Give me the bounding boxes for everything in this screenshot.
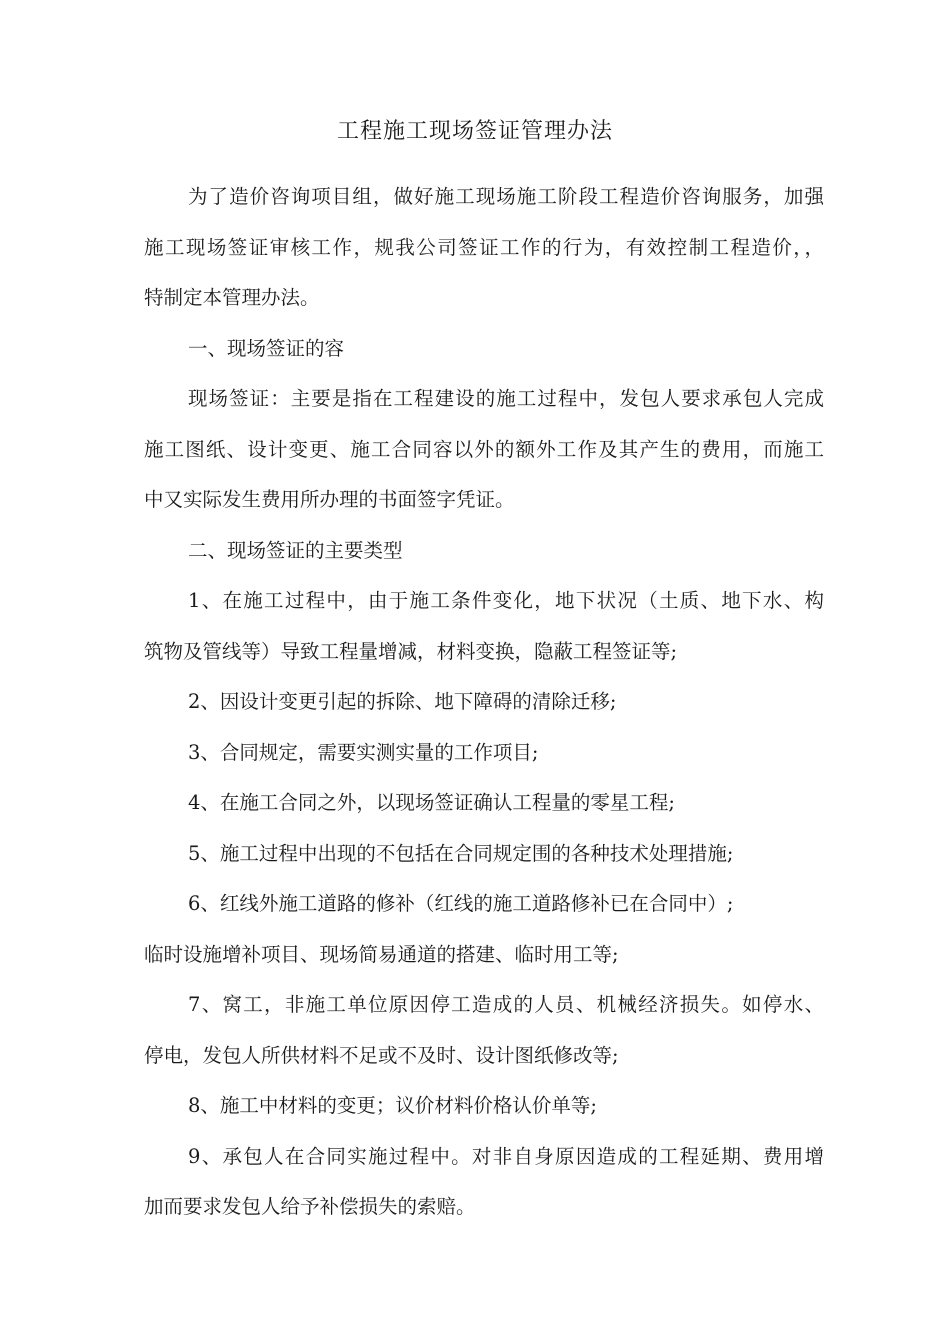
paragraph-line: 临时设施增补项目、现场简易通道的搭建、临时用工等; <box>144 942 619 966</box>
paragraph-line: 5、施工过程中出现的不包括在合同规定围的各种技术处理措施; <box>188 841 734 865</box>
paragraph <box>144 374 824 526</box>
paragraph-line: 施工图纸、设计变更、施工合同容以外的额外工作及其产生的费用，而施工 <box>144 437 824 461</box>
paragraph-line: 一、现场签证的容 <box>188 336 345 360</box>
paragraph-line: 筑物及管线等）导致工程量增减，材料变换，隐蔽工程签证等; <box>144 639 678 663</box>
paragraph <box>144 980 824 1081</box>
paragraph <box>144 1081 824 1132</box>
paragraph <box>144 728 824 779</box>
paragraph-line: 施工现场签证审核工作，规我公司签证工作的行为，有效控制工程造价，， <box>144 235 824 259</box>
paragraph-line: 3、合同规定，需要实测实量的工作项目; <box>188 740 539 764</box>
document-body <box>144 172 824 1233</box>
paragraph-line: 特制定本管理办法。 <box>144 286 320 309</box>
paragraph-line: 2、因设计变更引起的拆除、地下障碍的清除迁移; <box>188 690 617 713</box>
paragraph <box>144 879 824 930</box>
paragraph <box>144 1132 824 1233</box>
document-title: 工程施工现场签证管理办法 <box>336 119 613 144</box>
paragraph-line: 加而要求发包人给予补偿损失的索赔。 <box>144 1195 476 1218</box>
paragraph <box>144 778 824 829</box>
paragraph <box>144 576 824 677</box>
paragraph-line: 6、红线外施工道路的修补（红线的施工道路修补已在合同中）; <box>188 892 734 915</box>
paragraph-line: 7、窝工，非施工单位原因停工造成的人员、机械经济损失。如停水、 <box>188 993 824 1016</box>
paragraph <box>144 930 824 981</box>
paragraph-line: 中又实际发生费用所办理的书面签字凭证。 <box>144 488 515 511</box>
paragraph-line: 停电，发包人所供材料不足或不及时、设计图纸修改等; <box>144 1043 619 1067</box>
paragraph-line: 二、现场签证的主要类型 <box>188 538 403 562</box>
paragraph <box>144 677 824 728</box>
paragraph-line: 1、在施工过程中，由于施工条件变化，地下状况（土质、地下水、构 <box>188 589 824 612</box>
paragraph-line: 9、承包人在合同实施过程中。对非自身原因造成的工程延期、费用增 <box>188 1144 824 1168</box>
paragraph <box>144 829 824 880</box>
paragraph-line: 4、在施工合同之外，以现场签证确认工程量的零星工程; <box>188 791 675 814</box>
paragraph-line: 现场签证：主要是指在工程建设的施工过程中，发包人要求承包人完成 <box>188 387 824 410</box>
paragraph-line: 8、施工中材料的变更；议价材料价格认价单等; <box>188 1094 597 1117</box>
paragraph <box>144 172 824 324</box>
paragraph <box>144 526 824 577</box>
paragraph <box>144 324 824 375</box>
paragraph-line: 为了造价咨询项目组，做好施工现场施工阶段工程造价咨询服务，加强 <box>188 185 824 208</box>
